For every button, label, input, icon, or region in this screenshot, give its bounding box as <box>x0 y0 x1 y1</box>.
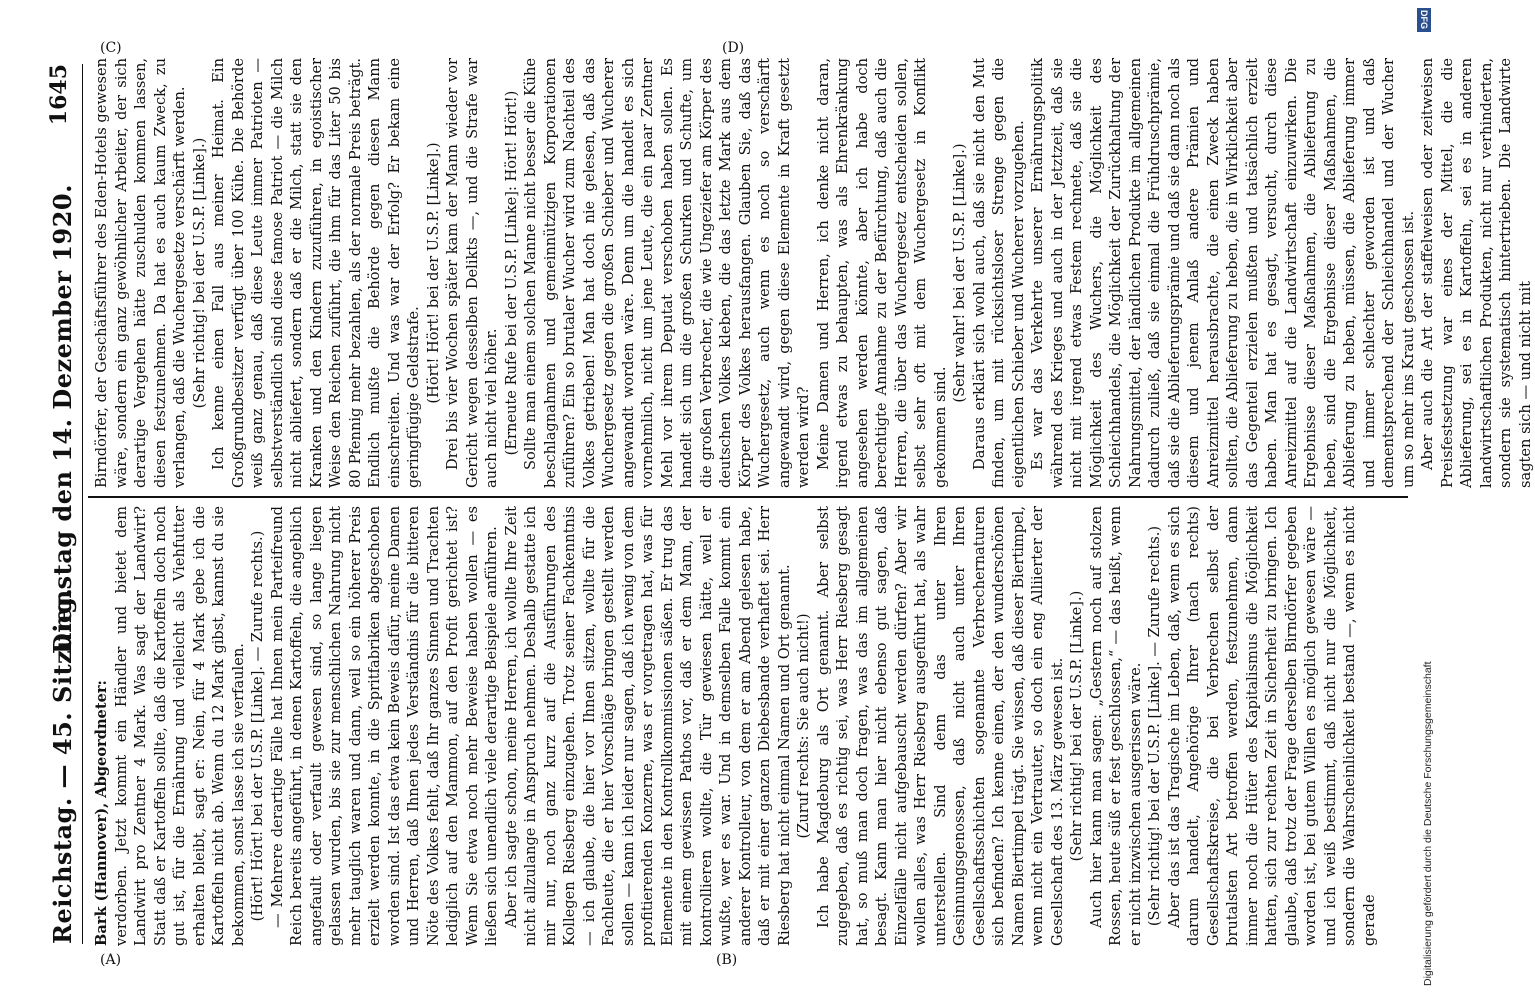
dfg-logo-text: DFG <box>1419 10 1429 29</box>
column-a <box>92 506 1412 946</box>
interjection: (Sehr richtig! bei der U.S.P. [Linke]. — Zurufe rechts.) <box>1146 525 1163 927</box>
paragraph: Sollte man einem solchen Manne nicht besser die Kühe beschlagnahmen und gemeinnützigen Korporationen zuführen? Ein so brutaler Wucher wird zum Nachteil des Volkes getrieben! Man hat doch nie gelesen, daß das Wuchergesetz gegen die großen Schieber und Wucherer angewandt worden wäre. Denn um die handelt es sich vornehmlich, nicht um jene Leute, die ein paar Zentner Mehl vor ihrem Deputat verschoben haben sollen. Es handelt sich um die großen Schurken und Schufte, um die großen Verbrecher, die wie Ungeziefer am Körper des deutschen Volkes kleben, die das letzte Mark aus dem Körper des Volkes herausfangen. Glauben Sie, daß das Wuchergesetz, auch wenn es noch so verschärft angewandt wird, gegen diese Elemente in Kraft gesetzt werden wird? <box>522 58 812 488</box>
header-date: Dienstag den 14. Dezember 1920. <box>48 184 77 654</box>
margin-marker-b: (B) <box>716 952 738 968</box>
paragraph: Es war das Verkehrte unserer Ernährungspolitik während des Krieges und auch in der Jetztzeit, daß sie nicht mit irgend etwas Festem rechnete, daß sie die Möglichkeit des Wuchers, die Möglichkeit des Schleichhandels, die Möglichkeit der Zurückhaltung der Nahrungsmittel, der ländlichen Produkte im allgemeinen dadurch zuließ, daß sie einmal die Frühdruschprämie, daß sie die Ablieferungsprämie und daß sie dann noch als diesem und jenem Anlaß andere Prämien und Anreizmittel herausbrachte, die einen Zweck haben sollten, die Ablieferung zu heben, die in Wirklichkeit aber das Gegenteil erzielen mußten und tatsächlich erzielt haben. Man hat es gesagt, versucht, durch diese Anreizmittel auf die Landwirtschaft einzuwirken. Die Ergebnisse dieser Maßnahmen, die Ablieferung zu heben, sind die Ergebnisse dieser Maßnahmen, die Ablieferung zu heben, müssen, die Ablieferung immer und immer schlechter geworden ist und daß dementsprechend der Schleichhandel und der Wucher um so mehr ins Kraut geschossen ist. <box>1029 58 1417 488</box>
dfg-logo-badge <box>1417 8 1431 32</box>
paragraph: Ich kenne einen Fall aus meiner Heimat. Ein Großgrundbesitzer verfügt über 100 Kühe. Die Behörde weiß ganz genau, daß diese Leute immer Patrioten — selbstverständlich sind diese famose Patriot — die Milch nicht abliefert, sondern daß er die Milch, statt sie den Kranken und den Kindern zuzuführen, in egoistischer Weise den Reichen zuführt, die ihm für das Liter 50 bis 80 Pfennig mehr bezahlen, als der normale Preis beträgt. Endlich mußte die Behörde gegen diesen Mann einschreiten. Und was war der Erfolg? Er bekam eine geringfügige Geldstrafe. <box>210 58 422 488</box>
interjection: (Hört! Hört! bei der U.S.P. [Linke]. — Zurufe rechts.) <box>249 530 266 922</box>
paragraph: Drei bis vier Wochen später kam der Mann wieder vor Gericht wegen desselben Delikts —, und die Strafe war auch nicht viel höher. <box>444 58 500 488</box>
column-divider <box>88 497 1408 499</box>
paragraph: Ich habe Magdeburg als Ort genannt. Aber selbst zugegeben, daß es richtig sei, was Herr Riesberg gesagt hat, so muß man doch fragen, was das im allgemeinen besagt. Kann man hier nicht ebenso gut sagen, daß Einzelfälle nicht aufgebauscht werden dürfen? Aber wir wollen alles, was Herr Riesberg ausgeführt hat, als wahr unterstellen. Sind denn das unter Ihren Gesinnungsgenossen, daß nicht auch unter Ihren Gesellschaftsschichten sogenannte Verbrechernaturen sich befinden? Ich kenne einen, der den wunderschönen Namen Biertimpel trägt. Sie wissen, daß dieser Biertimpel, wenn nicht ein Vertrauter, so doch ein eng Alliierter der Gesellschaft des 13. März gewesen ist. <box>814 506 1066 946</box>
speaker-line: Bark (Hannover), Abgeordneter: <box>93 680 110 946</box>
paragraph: Meine Damen und Herren, ich denke nicht daran, irgend etwas zu behaupten, was als Ehrenkränkung angesehen werden könnte, aber ich habe doch berechtigte Annahme zu der Befürchtung, daß auch die Herren, die über das Wuchergesetz entscheiden sollen, selbst sehr oft mit dem Wuchergesetz in Konflikt gekommen sind. <box>814 58 949 488</box>
margin-marker-a: (A) <box>100 952 122 968</box>
interjection: (Hört! Hört! bei der U.S.P. [Linke].) <box>424 142 442 404</box>
interjection: (Sehr richtig! bei der U.S.P. [Linke].) <box>190 137 208 409</box>
paragraph: verdorben. Jetzt kommt ein Händler und bietet dem Landwirt pro Zentner 4 Mark. Was sagt der Landwirt? Statt daß er Kartoffeln sollte, daß die Kartoffeln doch noch gut ist, für die Ernährung und vielleicht als Viehfutter erhalten bleibt, sagt er: Nein, für 4 Mark gebe ich die Kartoffeln nicht ab. Wenn du 12 Mark gibst, kannst du sie bekommen, sonst lasse ich sie verfaulen. <box>112 506 247 946</box>
paragraph: Aber auch die Art der staffelweisen oder zeitweisen Preisfestsetzung war eines der Mittel, die die Ablieferung, sei es in Kartoffeln, sei es in anderen landwirtschaftlichen Produkten, nicht nur verhinderten, sondern sie systematisch hintertrieben. Die Landwirte sagten sich — und nicht mit <box>1419 58 1534 488</box>
interjection: (Erneute Rufe bei der U.S.P. [Linke]: Hört! Hört!) <box>502 90 520 456</box>
interjection: (Zuruf rechts: Sie auch nicht!) <box>795 613 812 839</box>
paragraph: — Mehrere derartige Fälle hat Ihnen mein Parteifreund Reich bereits angeführt, in denen Kartoffeln, die angeblich angefault oder verfault gewesen sind, so lange liegen gelassen wurden, bis sie zur menschlichen Nahrung nicht mehr tauglich waren und dann, weil so ein höherer Preis erzielt werden konnte, in die Spritfabriken abgeschoben worden sind. Ist das etwa kein Beweis dafür, meine Damen und Herren, daß Ihnen jedes Verständnis für die bitteren Nöte des Volkes fehlt, daß Ihr ganzes Sinnen und Trachten lediglich auf den Mammon, auf den Profit gerichtet ist? Wenn Sie etwa noch mehr Beweise haben wollen — es ließen sich unendlich viele derartige Beispiele anführen. <box>268 506 500 946</box>
page-header <box>42 64 83 944</box>
header-left: Reichstag. — 45. Sitzung. <box>48 587 77 944</box>
dfg-credit-line: Digitalisierung gefördert durch die Deutsche Forschungsgemeinschaft <box>1422 661 1434 986</box>
paragraph: Aber ich sagte schon, meine Herren, ich wollte Ihre Zeit nicht allzulange in Anspruch nehmen. Deshalb gestatte ich mir nur, noch ganz kurz auf die Ausführungen des Kollegen Riesberg einzugehen. Trotz seiner Fachkenntnis — ich glaube, die hier vor Ihnen sitzen, wollte für die Fachleute, die er hier Vorschläge bringen gestellt werden sollen — kann ich leider nur sagen, daß ich wenig von dem profitierenden Konzerne, was er vorgetragen hat, was für Elemente in den Kontrollkommissionen säßen. Er trug das mit einem gewissen Pathos vor, daß er dem Mann, der kontrollieren wollte, die Tür gewiesen hätte, weil er wußte, wer es war. Und in demselben Falle kommt ein anderer Kontrolleur, von dem er am Abend gelesen habe, daß er mit einer ganzen Diebesbande verhaftet sei. Herr Riesberg hat nicht einmal Namen und Ort genannt. <box>502 506 793 946</box>
paragraph: Aber das ist das Tragische im Leben, daß, wenn es sich darum handelt, Angehörige Ihrer (nach rechts) Gesellschaftskreise, die bei Verbrechen selbst der brutalsten Art betroffen werden, festzunehmen, dann immer noch die Hüter des Kapitalismus die Möglichkeit hatten, sich zur rechten Zeit in Sicherheit zu bringen. Ich glaube, daß trotz der Frage derselben Birndörfer gegeben worden ist, bei gutem Willen es möglich gewesen wäre — und ich weiß bestimmt, daß nicht nur die Möglichkeit, sondern die Wahrscheinlichkeit bestand —, wenn es nicht gerade <box>1165 506 1378 946</box>
paragraph: Daraus erklärt sich wohl auch, daß sie nicht den Mut finden, um mit rücksichtsloser Strenge gegen die eigentlichen Schieber und Wucherer vorzugehen. <box>970 58 1027 488</box>
margin-marker-c: (C) <box>100 40 122 56</box>
interjection: (Sehr wahr! bei der U.S.P. [Linke].) <box>951 143 968 403</box>
paragraph: Birndörfer, der Geschäftsführer des Eden-Hotels gewesen wäre, sondern ein ganz gewöhnlicher Arbeiter, der sich derartige Vergehen hätte zuschulden kommen lassen, diesen festzunehmen. Da hat es auch kaum Zweck, zu verlangen, daß die Wuchergesetze verschärft werden. <box>93 58 188 488</box>
interjection: (Sehr richtig! bei der U.S.P. [Linke].) <box>1068 590 1085 862</box>
margin-marker-d: (D) <box>722 40 745 56</box>
paragraph: Auch hier kann man sagen: „Gestern noch auf stolzen Rossen, heute süß er fest geschlossen,“ — das heißt, wenn er nicht inzwischen ausgerissen wäre. <box>1087 506 1144 946</box>
page-number: 1645 <box>46 64 72 126</box>
column-b <box>92 58 1534 488</box>
